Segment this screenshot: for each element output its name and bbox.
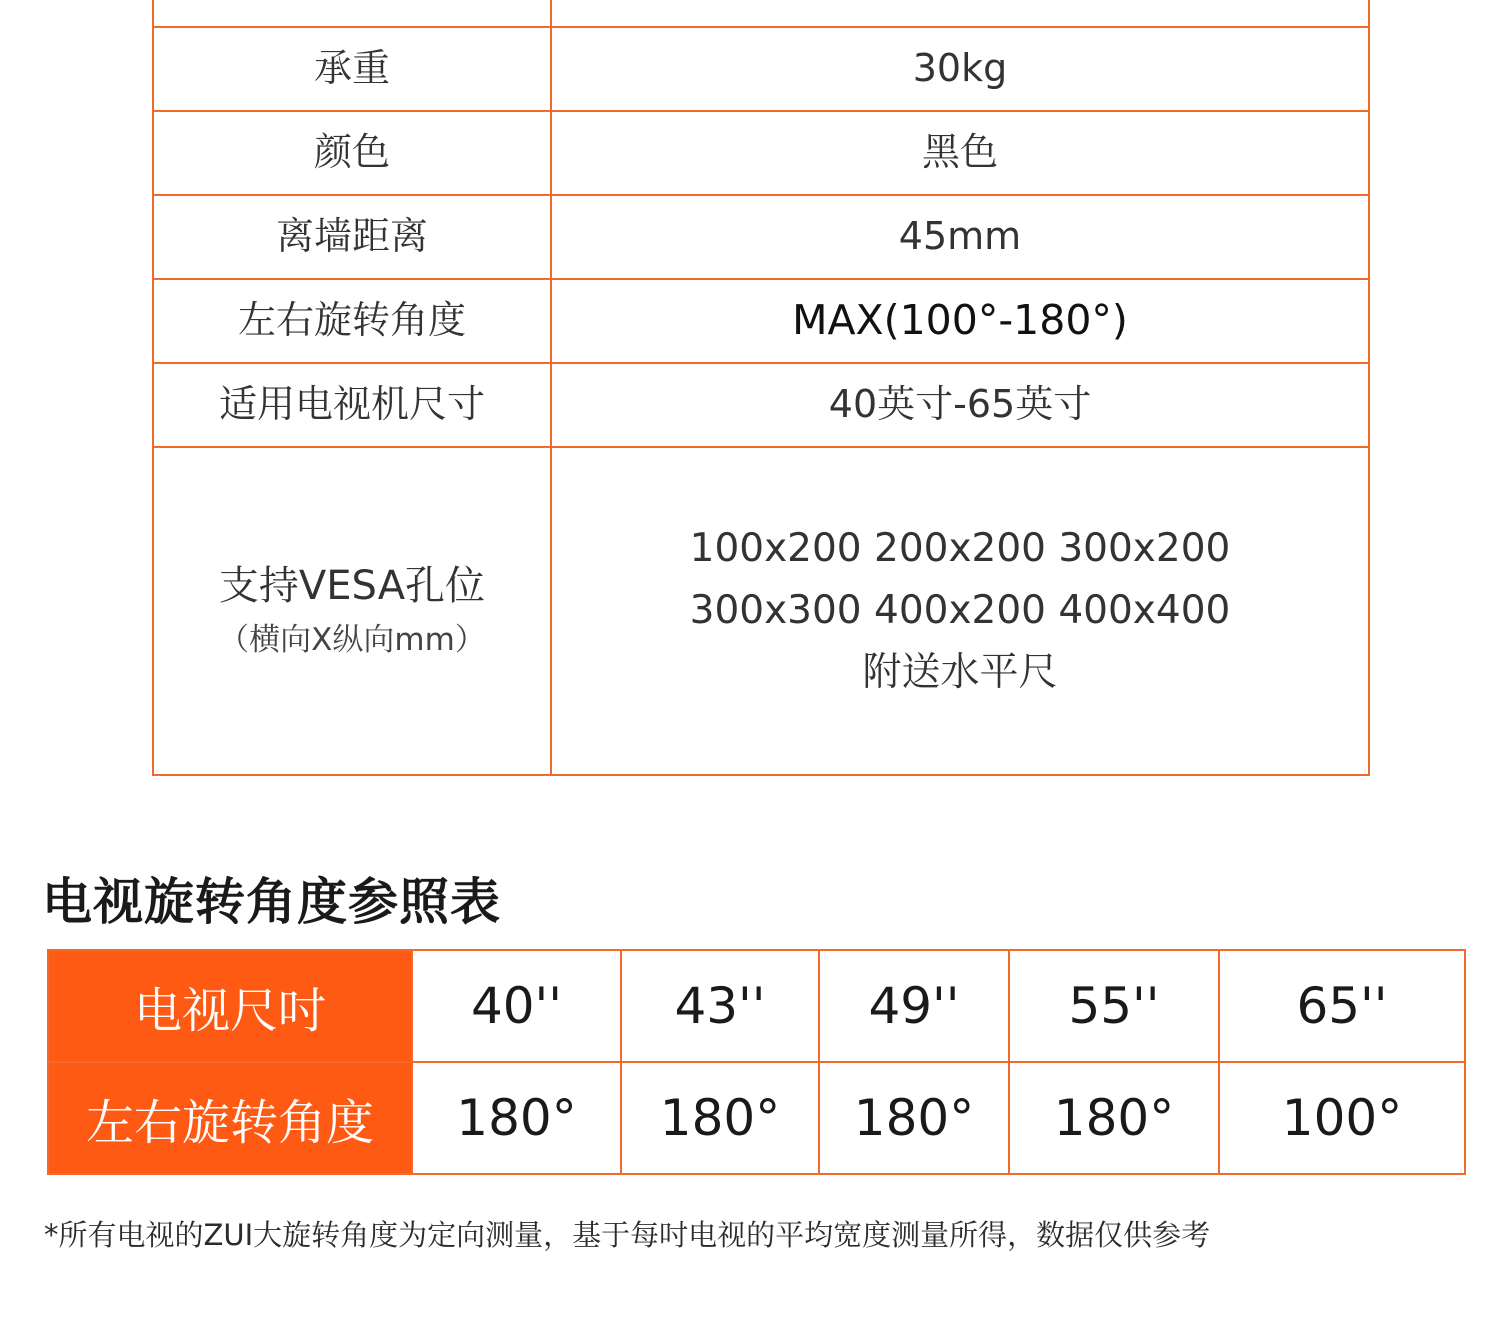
spec-row-cropped: [153, 0, 1369, 27]
angle-cell: 180°: [1009, 1062, 1219, 1174]
section-title: 电视旋转角度参照表: [42, 873, 501, 931]
spec-label: 承重: [153, 27, 551, 111]
vesa-line: 100x200 200x200 300x200: [689, 526, 1231, 571]
size-cell: 49'': [819, 950, 1009, 1062]
spec-row-rotation: [153, 279, 1369, 363]
spec-table: [152, 0, 1370, 776]
spec-label: 左右旋转角度: [153, 279, 551, 363]
spec-value: [551, 0, 1369, 27]
spec-value: 40英寸-65英寸: [551, 363, 1369, 447]
angle-header: 左右旋转角度: [48, 1062, 412, 1174]
footnote: *所有电视的ZUI大旋转角度为定向测量，基于每吋电视的平均宽度测量所得，数据仅供参考: [44, 1218, 1211, 1252]
spec-label: [153, 0, 551, 27]
rotation-size-row: [48, 950, 1465, 1062]
vesa-label: 支持VESA孔位: [218, 563, 486, 610]
size-cell: 40'': [412, 950, 621, 1062]
spec-label: 颜色: [153, 111, 551, 195]
spec-value: 30kg: [551, 27, 1369, 111]
spec-row-vesa: [153, 447, 1369, 775]
angle-cell: 180°: [819, 1062, 1009, 1174]
rotation-angle-row: [48, 1062, 1465, 1174]
vesa-label-cell: [153, 447, 551, 775]
angle-cell: 180°: [412, 1062, 621, 1174]
vesa-line: 附送水平尺: [862, 650, 1058, 695]
spec-label: 离墙距离: [153, 195, 551, 279]
spec-label: 适用电视机尺寸: [153, 363, 551, 447]
size-header: 电视尺吋: [48, 950, 412, 1062]
vesa-line: 300x300 400x200 400x400: [689, 588, 1231, 633]
spec-value: 黑色: [551, 111, 1369, 195]
spec-row-wall-distance: [153, 195, 1369, 279]
angle-cell: 100°: [1219, 1062, 1465, 1174]
spec-row-tv-size: [153, 363, 1369, 447]
spec-row-color: [153, 111, 1369, 195]
size-cell: 43'': [621, 950, 819, 1062]
size-cell: 65'': [1219, 950, 1465, 1062]
vesa-sublabel: （横向X纵向mm）: [218, 622, 486, 659]
spec-value: 45mm: [551, 195, 1369, 279]
vesa-value-cell: [551, 447, 1369, 775]
rotation-table: [47, 949, 1466, 1175]
spec-value: MAX(100°-180°): [551, 279, 1369, 363]
size-cell: 55'': [1009, 950, 1219, 1062]
angle-cell: 180°: [621, 1062, 819, 1174]
spec-row-load: [153, 27, 1369, 111]
